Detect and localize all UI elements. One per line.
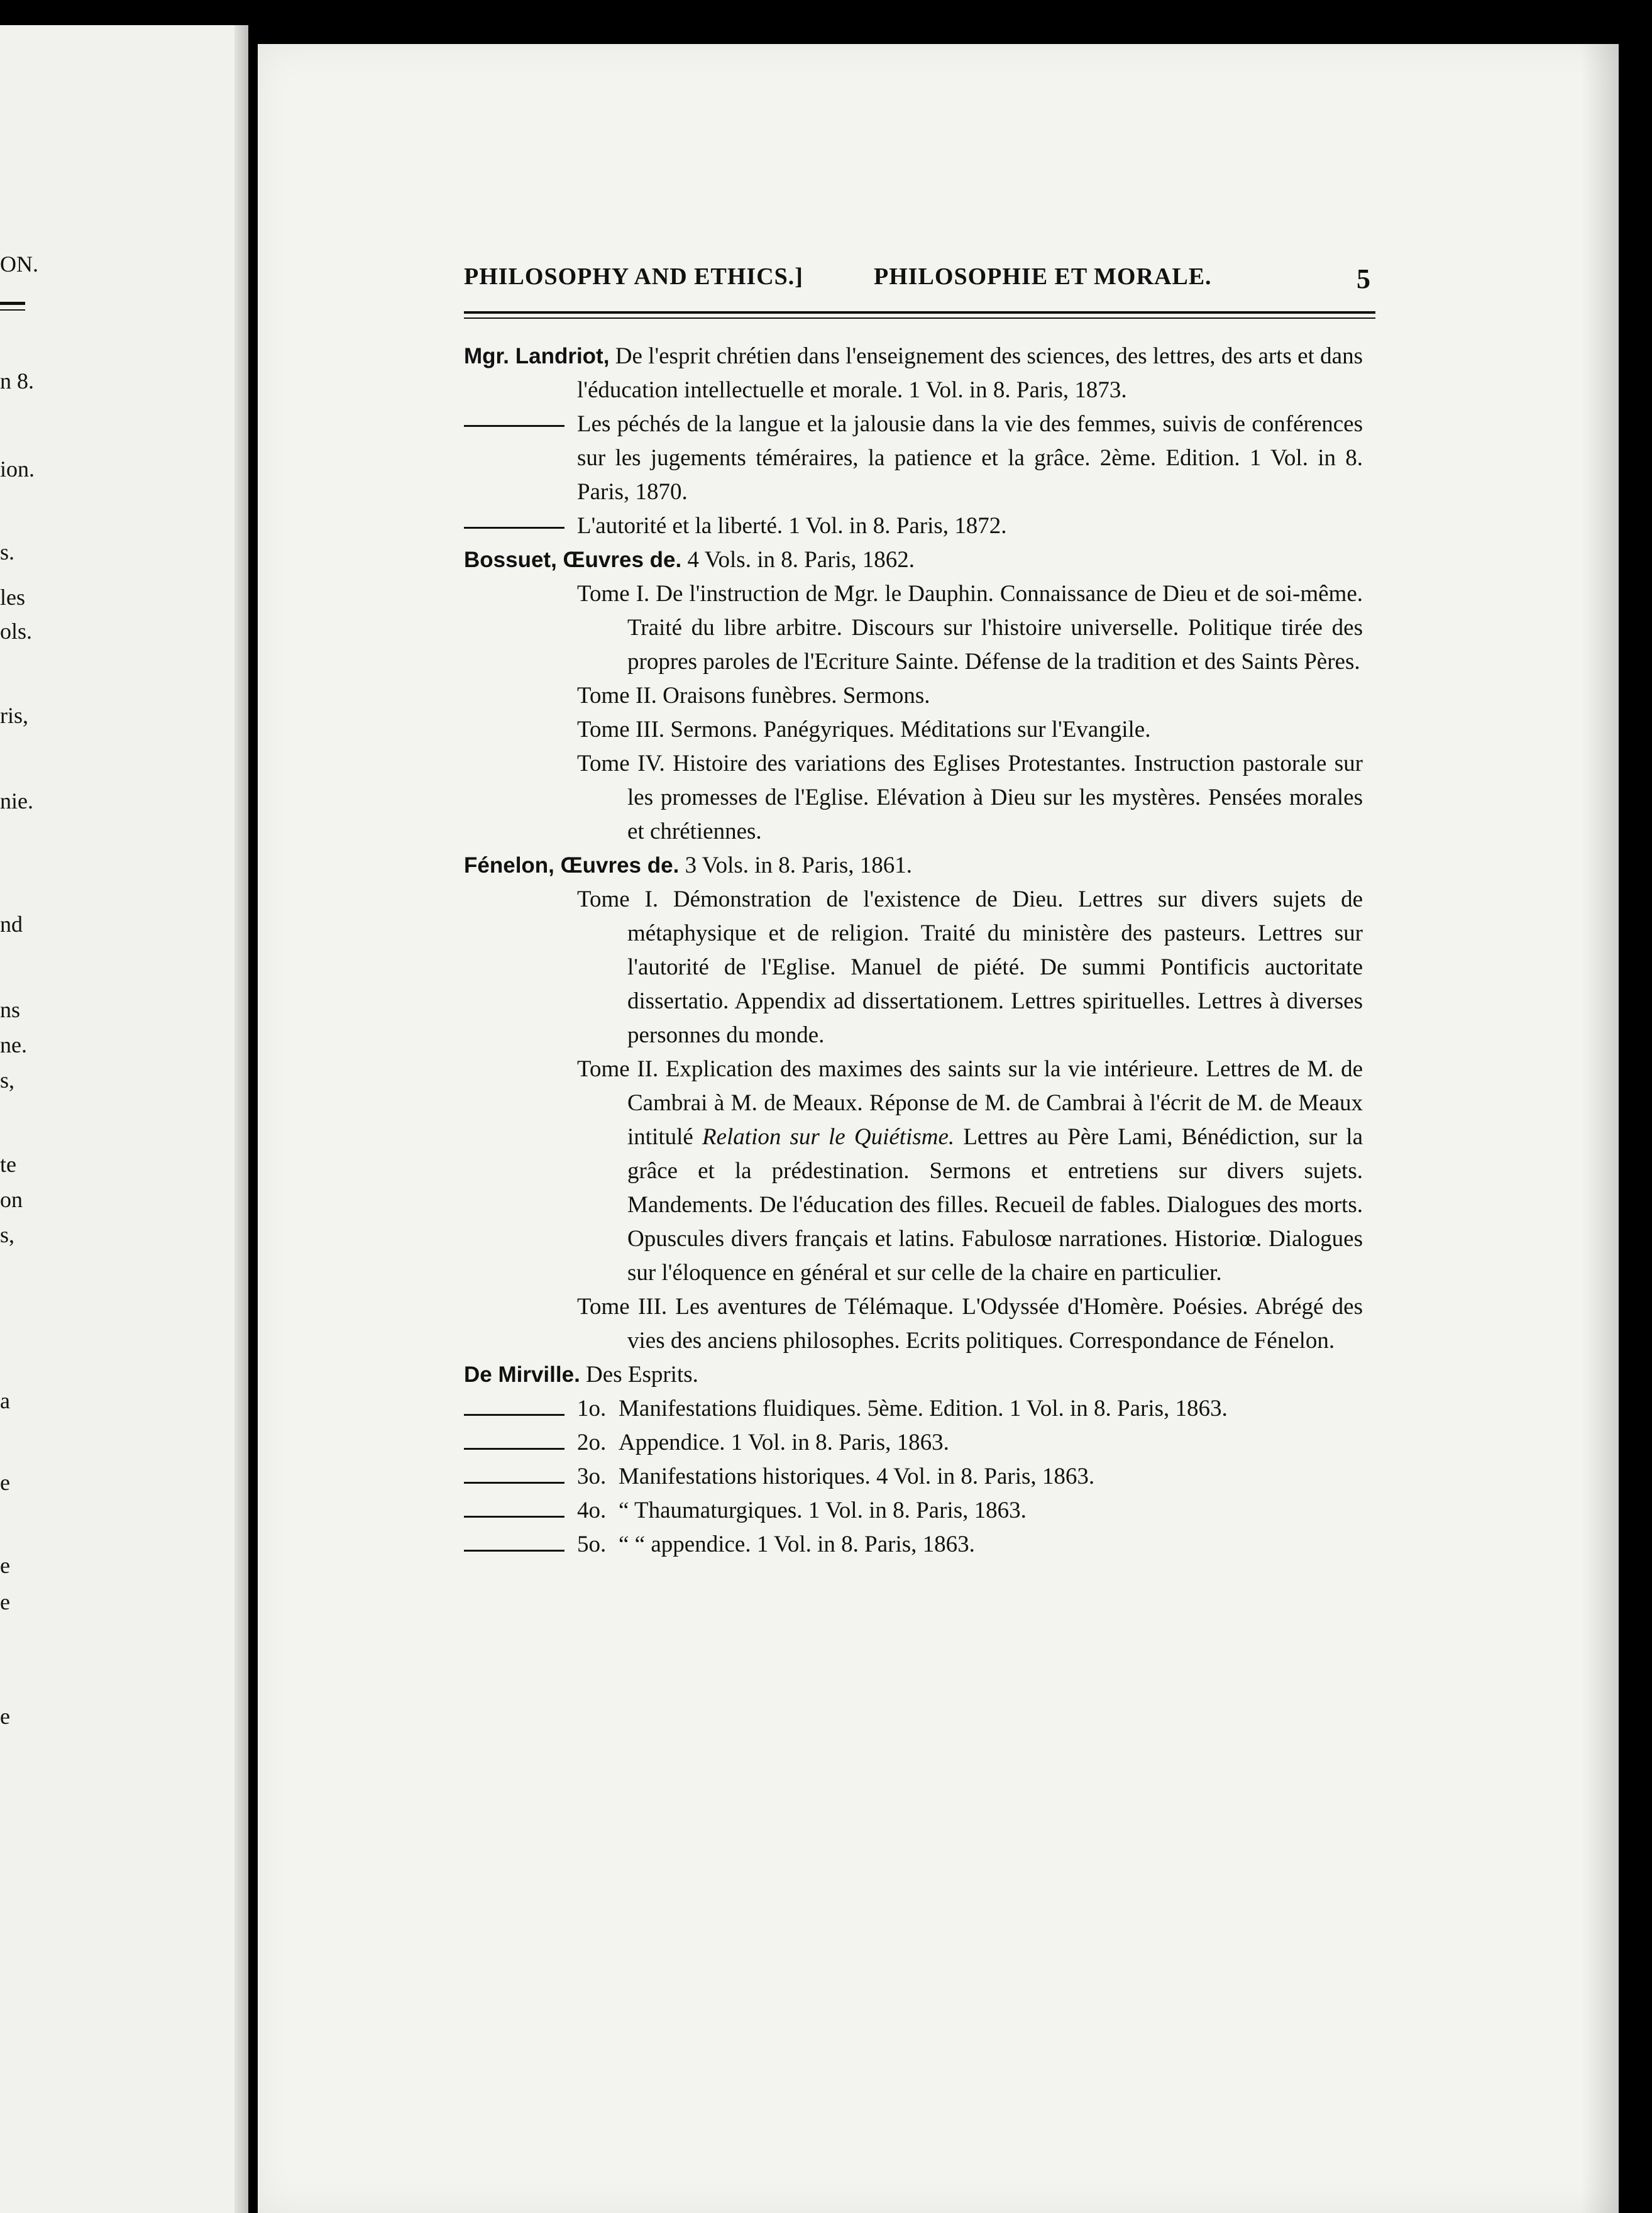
left-page-fragment: s, — [0, 1222, 15, 1247]
ditto-dash — [464, 1414, 564, 1416]
entry-text: L'autorité et la liberté. 1 Vol. in 8. Paris, 1872. — [577, 513, 1007, 539]
left-page-fragment: les — [0, 585, 25, 610]
left-page-fragment: n 8. — [0, 368, 34, 394]
ditto-dash — [464, 1516, 564, 1518]
left-page-fragment: a — [0, 1388, 10, 1413]
entry-author: De Mirville. — [464, 1362, 580, 1387]
entry-author: Mgr. Landriot, — [464, 344, 610, 368]
left-page-fragment: nie. — [0, 788, 33, 814]
series-number: 2o. — [577, 1430, 607, 1455]
catalogue-entry — [464, 1358, 1363, 1392]
ditto-dash — [464, 425, 564, 427]
left-page-fragment: nd — [0, 912, 23, 937]
catalogue-entry — [464, 543, 1363, 577]
ditto-dash — [464, 1448, 564, 1450]
left-page-fragment: e — [0, 1553, 10, 1578]
entry-author: Fénelon, Œuvres de. — [464, 853, 680, 878]
series-item — [464, 1494, 1363, 1528]
left-page-fragment: on — [0, 1187, 23, 1212]
entry-text: 4 Vols. in 8. Paris, 1862. — [687, 547, 915, 573]
left-page-fragment: ns — [0, 997, 21, 1022]
header-rule — [464, 317, 1375, 319]
left-page-fragment: ris, — [0, 703, 28, 728]
series-number: 4o. — [577, 1498, 607, 1523]
left-page-fragment: s, — [0, 1068, 15, 1093]
ditto-dash — [464, 527, 564, 529]
left-page-fragment: s. — [0, 539, 15, 565]
left-page-fragment: e — [0, 1470, 10, 1495]
entry-text: 3 Vols. in 8. Paris, 1861. — [685, 853, 913, 878]
running-head-left: PHILOSOPHY AND ETHICS.] — [464, 263, 803, 290]
left-page-rule — [0, 309, 25, 311]
left-page-fragment: te — [0, 1152, 16, 1177]
tome-entry: Tome IV. Histoire des variations des Eglises Protestantes. Instruction pastorale sur les promesses de l'Eglise. Elévation à Dieu sur les mystères. Pensées morales et chrétiennes. — [577, 751, 1363, 844]
series-number: 5o. — [577, 1531, 607, 1557]
page-edge-shadow — [1581, 44, 1619, 2213]
entry-author: Bossuet, Œuvres de. — [464, 548, 682, 572]
tome-entry — [464, 1052, 1363, 1290]
series-number: 1o. — [577, 1396, 607, 1421]
left-page-fragment: ne. — [0, 1032, 27, 1057]
catalogue-entry — [464, 509, 1363, 543]
tome-text: Tome II. Explication des maximes des saints sur la vie intérieure. Lettres de M. de Cambrai à M. de Meaux. Réponse de M. de Cambrai à l'écrit de M. de Meaux intitulé — [577, 1056, 1363, 1150]
series-text: “ “ appendice. 1 Vol. in 8. Paris, 1863. — [619, 1531, 975, 1557]
left-page-fragment: e — [0, 1589, 10, 1614]
entry-text: Des Esprits. — [586, 1362, 698, 1388]
tome-entry: Tome I. De l'instruction de Mgr. le Dauphin. Connaissance de Dieu et de soi-même. Traité du libre arbitre. Discours sur l'histoire universelle. Politique tirée des propres paroles de l'Ecriture Sainte. Défense de la tradition et des Saints Pères. — [577, 581, 1363, 675]
page-number: 5 — [1357, 263, 1371, 294]
tome-entry: Tome III. Sermons. Panégyriques. Méditations sur l'Evangile. — [577, 717, 1151, 742]
series-text: Manifestations historiques. 4 Vol. in 8. Paris, 1863. — [619, 1464, 1095, 1489]
left-page-fragment: ion. — [0, 456, 35, 482]
catalogue-entry — [464, 339, 1363, 407]
page-fold-shadow — [234, 25, 248, 2213]
catalogue-body — [464, 339, 1363, 1562]
series-text: Manifestations fluidiques. 5ème. Edition. 1 Vol. in 8. Paris, 1863. — [619, 1396, 1228, 1421]
catalogue-entry — [464, 407, 1363, 509]
header-rule — [464, 311, 1375, 314]
tome-text: Lettres au Père Lami, Bénédiction, sur la grâce et la prédestination. Sermons et entretiens sur divers sujets. Mandements. De l'éducation des filles. Recueil de fables. Dialogues des morts. Opuscules divers français et latins. Fabulosœ narrationes. Historiœ. Dialogues sur l'éloquence en général et sur celle de la chaire en particulier. — [627, 1124, 1363, 1286]
tome-entry: Tome II. Oraisons funèbres. Sermons. — [577, 683, 930, 709]
ditto-dash — [464, 1550, 564, 1552]
left-page-fragment: e — [0, 1704, 10, 1729]
left-page-fragment: ols. — [0, 619, 33, 644]
series-text: “ Thaumaturgiques. 1 Vol. in 8. Paris, 1863. — [619, 1498, 1027, 1523]
tome-entry: Tome III. Les aventures de Télémaque. L'Odyssée d'Homère. Poésies. Abrégé des vies des anciens philosophes. Ecrits politiques. Correspondance de Fénelon. — [577, 1294, 1363, 1354]
series-text: Appendice. 1 Vol. in 8. Paris, 1863. — [619, 1430, 949, 1455]
left-page-rule — [0, 302, 25, 305]
left-page-fragment: ON. — [0, 251, 38, 277]
entry-text: De l'esprit chrétien dans l'enseignement des sciences, des lettres, des arts et dans l'éducation intellectuelle et morale. 1 Vol. in 8. Paris, 1873. — [577, 343, 1363, 403]
series-item — [464, 1460, 1363, 1494]
catalogue-entry — [464, 849, 1363, 883]
left-facing-page — [0, 25, 248, 2213]
tome-italic-title: Relation sur le Quiétisme. — [702, 1124, 955, 1150]
ditto-dash — [464, 1482, 564, 1484]
running-head-right: PHILOSOPHIE ET MORALE. — [874, 263, 1212, 290]
entry-text: Les péchés de la langue et la jalousie dans la vie des femmes, suivis de conférences sur les jugements téméraires, la patience et la grâce. 2ème. Edition. 1 Vol. in 8. Paris, 1870. — [577, 411, 1363, 505]
book-page — [258, 44, 1619, 2213]
series-number: 3o. — [577, 1464, 607, 1489]
tome-entry: Tome I. Démonstration de l'existence de Dieu. Lettres sur divers sujets de métaphysique et de religion. Traité du ministère des pasteurs. Lettres sur l'autorité de l'Eglise. Manuel de piété. De summi Pontificis auctoritate dissertatio. Appendix ad dissertationem. Lettres spirituelles. Lettres à diverses personnes du monde. — [577, 886, 1363, 1048]
series-item — [464, 1426, 1363, 1460]
series-item — [464, 1528, 1363, 1562]
series-item — [464, 1392, 1363, 1426]
